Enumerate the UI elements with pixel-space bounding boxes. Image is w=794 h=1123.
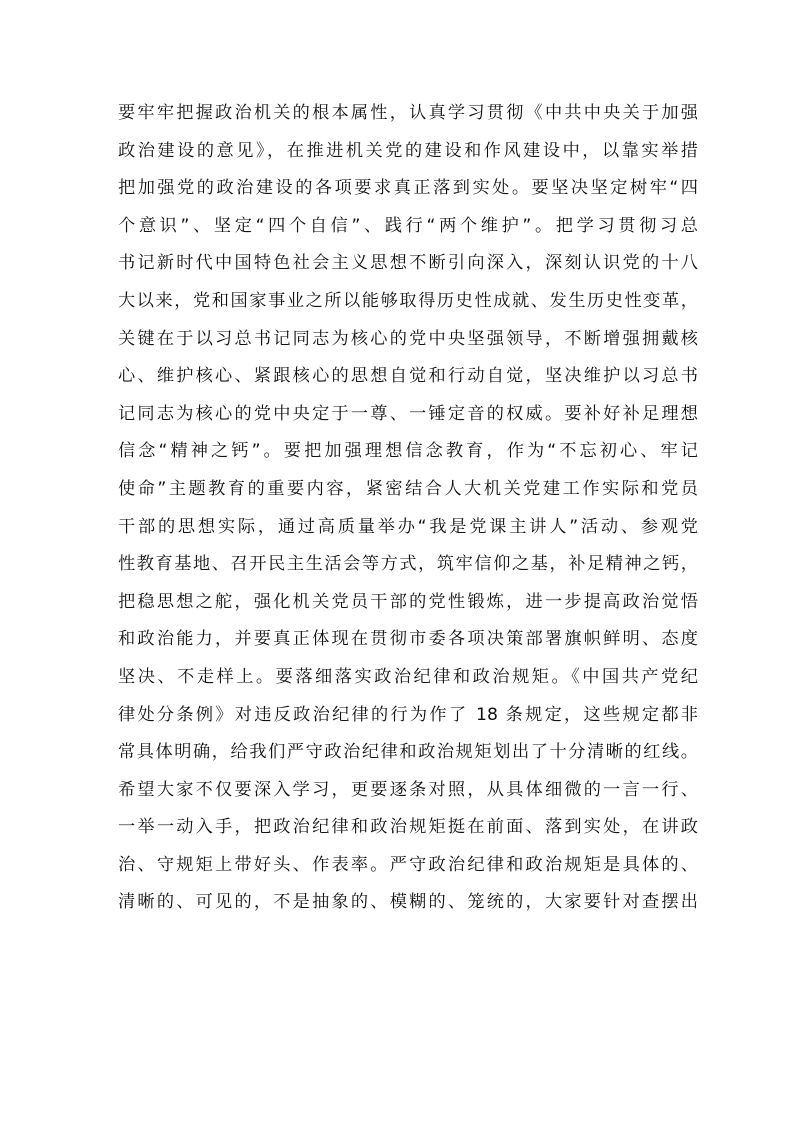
text-line: 书记新时代中国特色社会主义思想不断引向深入，深刻认识党的十八 bbox=[118, 253, 698, 274]
text-line: 希望大家不仅要深入学习，更要逐条对照，从具体细微的一言一行、 bbox=[118, 779, 698, 800]
text-line: 要牢牢把握政治机关的根本属性，认真学习贯彻《中共中央关于加强 bbox=[118, 103, 698, 123]
text-line: 一举一动入手，把政治纪律和政治规矩挺在前面、落到实处，在讲政 bbox=[118, 817, 698, 838]
text-line: 性教育基地、召开民主生活会等方式，筑牢信仰之基，补足精神之钙， bbox=[118, 554, 698, 575]
text-line: 常具体明确，给我们严守政治纪律和政治规矩划出了十分清晰的红线。 bbox=[118, 742, 698, 763]
text-line: 信念“精神之钙”。要把加强理想信念教育，作为“不忘初心、牢记 bbox=[118, 441, 698, 462]
text-line: 把稳思想之舵，强化机关党员干部的党性锻炼，进一步提高政治觉悟 bbox=[118, 591, 698, 612]
text-line: 关键在于以习总书记同志为核心的党中央坚强领导，不断增强拥戴核 bbox=[118, 328, 698, 349]
text-line: 大以来，党和国家事业之所以能够取得历史性成就、发生历史性变革， bbox=[118, 290, 698, 311]
body-paragraph bbox=[118, 95, 698, 922]
text-line: 坚决、不走样上。要落细落实政治纪律和政治规矩。《中国共产党纪 bbox=[118, 666, 698, 687]
text-line: 心、维护核心、紧跟核心的思想自觉和行动自觉，坚决维护以习总书 bbox=[118, 366, 698, 387]
text-line: 和政治能力，并要真正体现在贯彻市委各项决策部署旗帜鲜明、态度 bbox=[118, 629, 698, 650]
text-line: 个意识”、坚定“四个自信”、践行“两个维护”。把学习贯彻习总 bbox=[118, 215, 698, 236]
text-line: 清晰的、可见的，不是抽象的、模糊的、笼统的，大家要针对查摆出 bbox=[118, 892, 698, 913]
text-line: 记同志为核心的党中央定于一尊、一锤定音的权威。要补好补足理想 bbox=[118, 403, 698, 424]
text-line: 干部的思想实际，通过高质量举办“我是党课主讲人”活动、参观党 bbox=[118, 516, 698, 537]
text-line: 把加强党的政治建设的各项要求真正落到实处。要坚决坚定树牢“四 bbox=[118, 178, 698, 199]
text-line: 使命”主题教育的重要内容，紧密结合人大机关党建工作实际和党员 bbox=[118, 478, 698, 499]
text-line: 律处分条例》对违反政治纪律的行为作了 18 条规定，这些规定都非 bbox=[118, 704, 698, 725]
text-line: 政治建设的意见》，在推进机关党的建设和作风建设中，以靠实举措 bbox=[118, 140, 698, 161]
text-line: 治、守规矩上带好头、作表率。严守政治纪律和政治规矩是具体的、 bbox=[118, 854, 698, 875]
